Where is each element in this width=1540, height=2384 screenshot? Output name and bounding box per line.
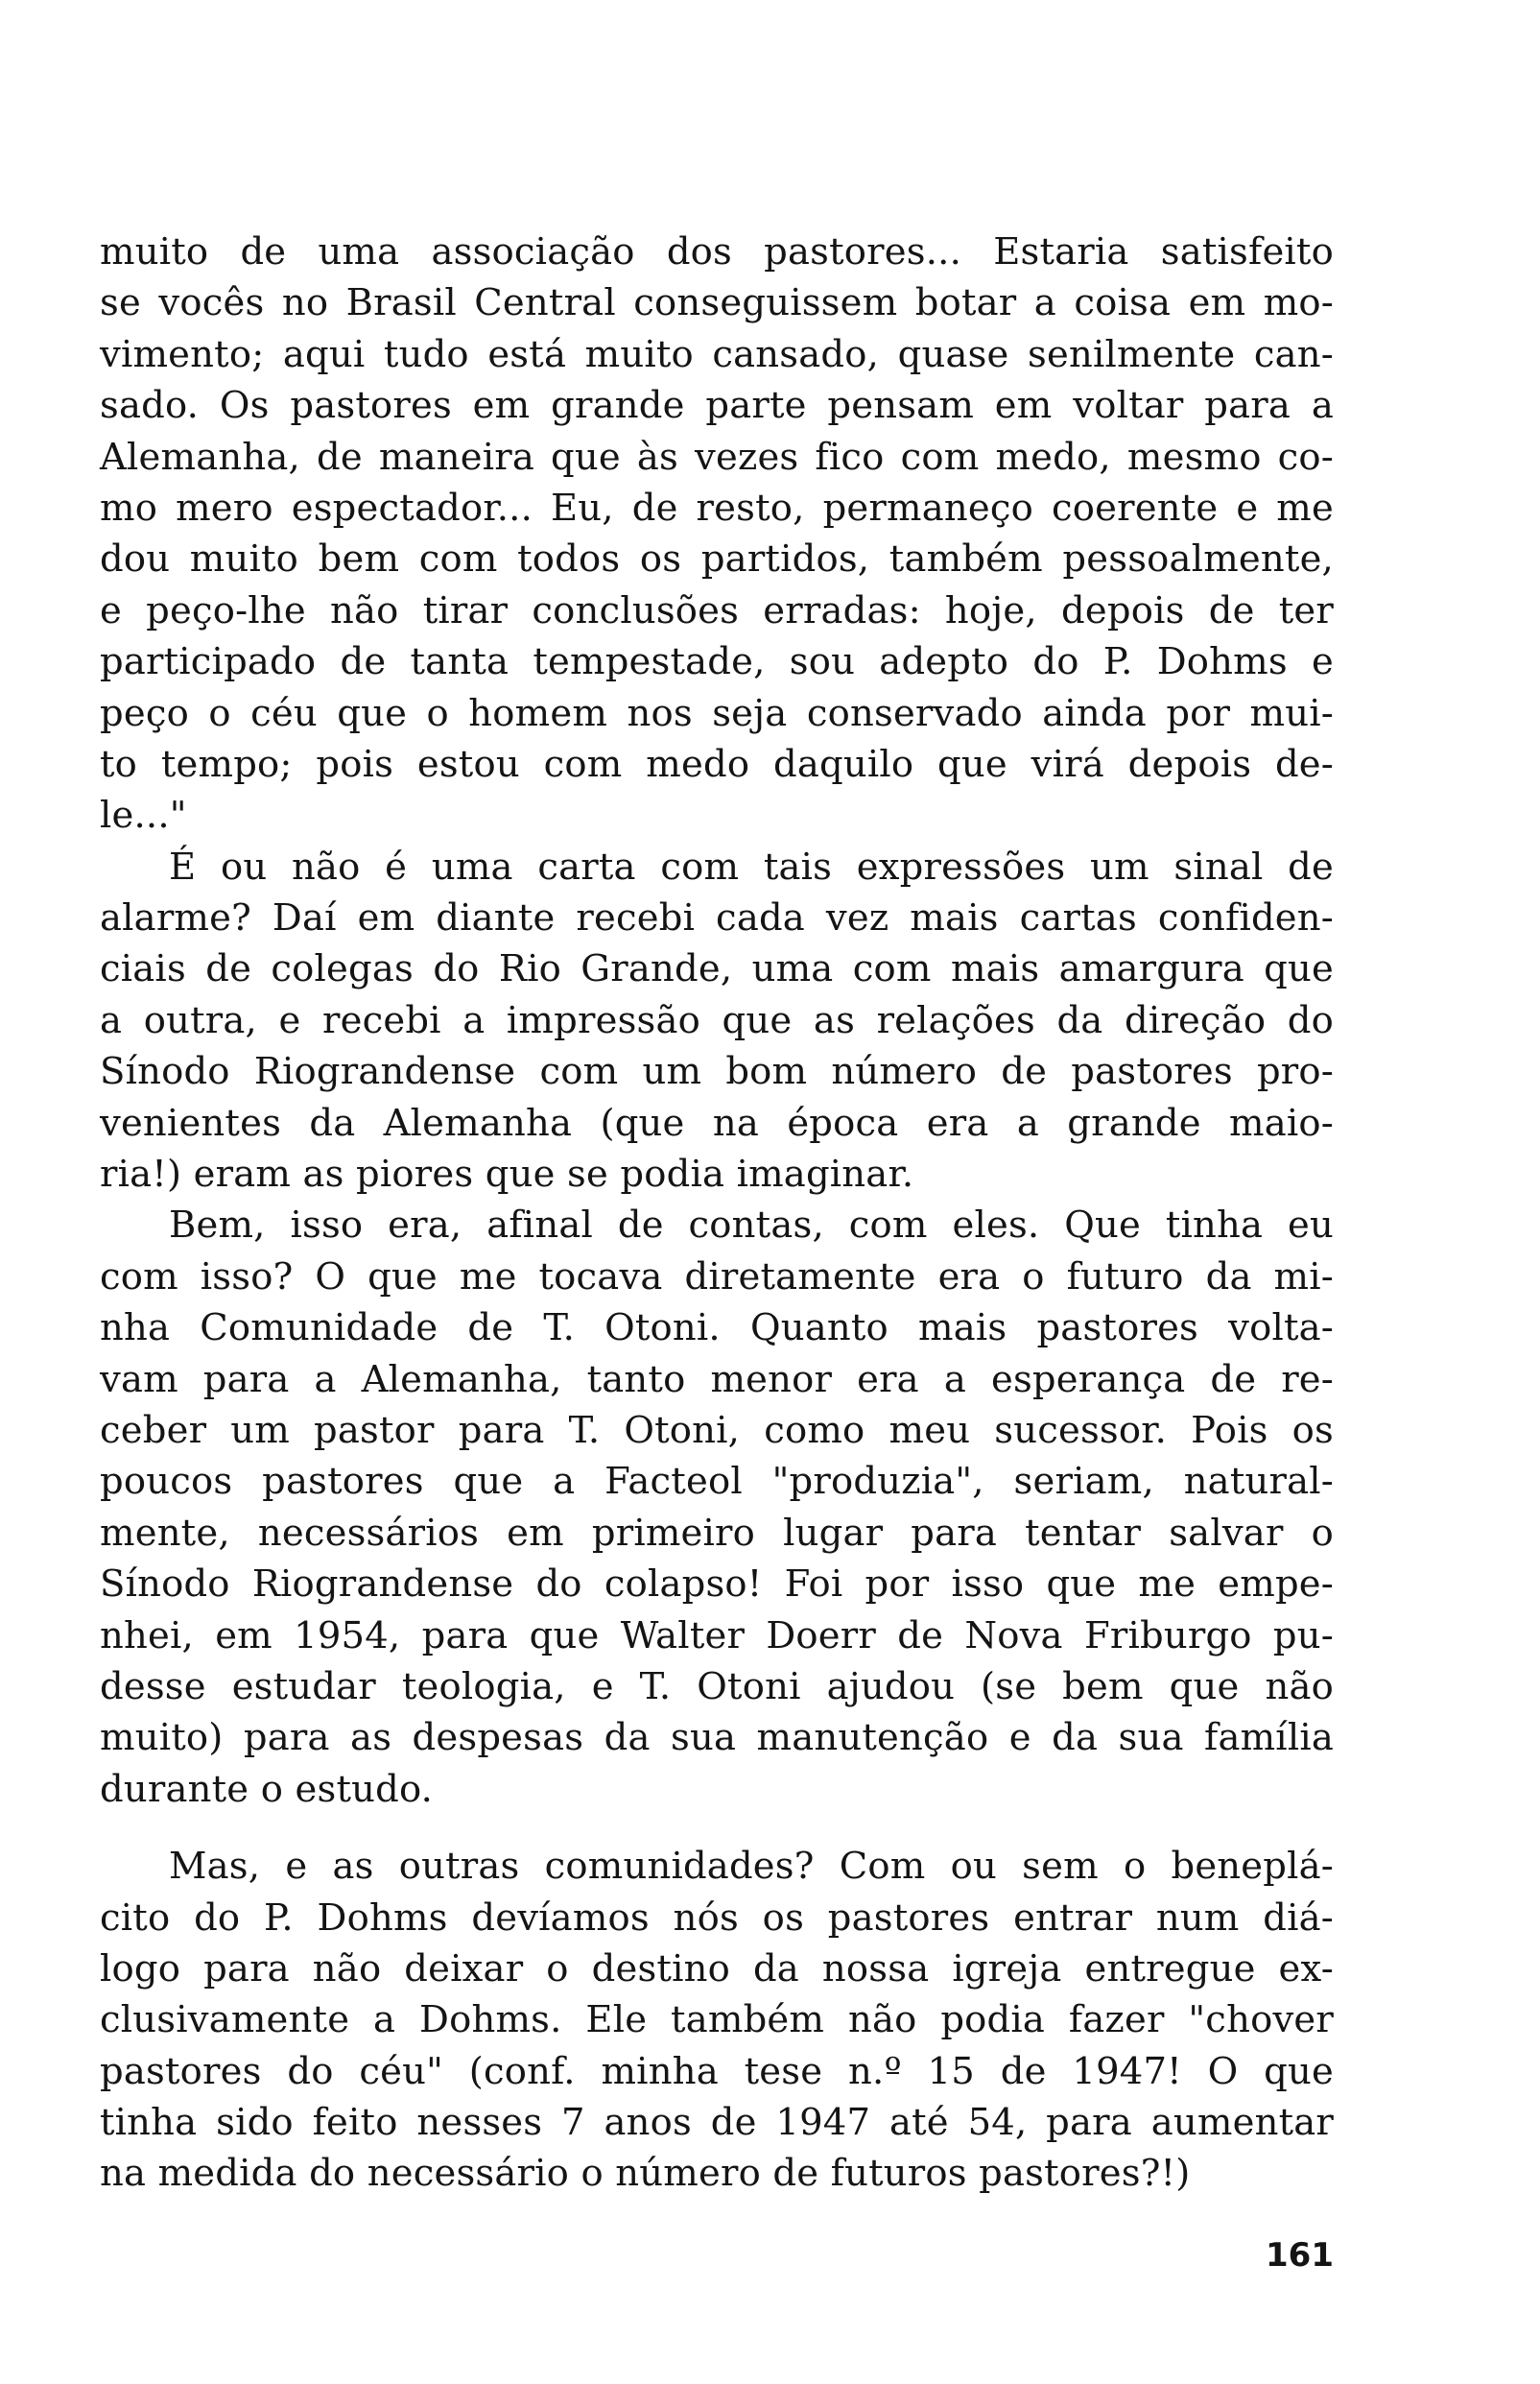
text-line: a outra, e recebi a impressão que as relações da direção do bbox=[100, 998, 1334, 1042]
text-line: É ou não é uma carta com tais expressões um sinal de bbox=[169, 845, 1334, 889]
text-line: venientes da Alemanha (que na época era a grande maio- bbox=[100, 1101, 1334, 1145]
text-line: le..." bbox=[100, 794, 187, 838]
text-line: nhei, em 1954, para que Walter Doerr de Nova Friburgo pu- bbox=[100, 1613, 1334, 1657]
text-line: clusivamente a Dohms. Ele também não podia fazer "chover bbox=[100, 1998, 1334, 2042]
text-line: Alemanha, de maneira que às vezes fico com medo, mesmo co- bbox=[100, 435, 1334, 479]
text-line: durante o estudo. bbox=[100, 1767, 434, 1811]
text-line: Sínodo Riograndense com um bom número de pastores pro- bbox=[100, 1050, 1334, 1094]
text-line: vimento; aqui tudo está muito cansado, quase senilmente can- bbox=[100, 332, 1334, 376]
text-line: Mas, e as outras comunidades? Com ou sem o beneplá- bbox=[169, 1845, 1334, 1889]
text-line: na medida do necessário o número de futuros pastores?!) bbox=[100, 2152, 1191, 2196]
text-line: peço o céu que o homem nos seja conservado ainda por mui- bbox=[100, 691, 1334, 735]
text-line: e peço-lhe não tirar conclusões erradas: hoje, depois de ter bbox=[100, 588, 1334, 632]
text-line: vam para a Alemanha, tanto menor era a esperança de re- bbox=[100, 1357, 1334, 1401]
paragraph-spacer bbox=[100, 1815, 1334, 1841]
text-line: to tempo; pois estou com medo daquilo que virá depois de- bbox=[100, 742, 1334, 786]
text-line: dou muito bem com todos os partidos, também pessoalmente, bbox=[100, 537, 1334, 582]
paragraph-4 bbox=[100, 1841, 1334, 2200]
text-line: mo mero espectador... Eu, de resto, permaneço coerente e me bbox=[100, 486, 1334, 530]
text-line: cito do P. Dohms devíamos nós os pastores entrar num diá- bbox=[100, 1895, 1334, 1940]
text-line: mente, necessários em primeiro lugar para tentar salvar o bbox=[100, 1511, 1334, 1555]
page-number: 161 bbox=[1266, 2236, 1334, 2275]
text-line: nha Comunidade de T. Otoni. Quanto mais pastores volta- bbox=[100, 1306, 1334, 1350]
text-line: logo para não deixar o destino da nossa igreja entregue ex- bbox=[100, 1946, 1334, 1991]
text-line: se vocês no Brasil Central conseguissem botar a coisa em mo- bbox=[100, 281, 1334, 325]
text-line: pastores do céu" (conf. minha tese n.º 15 de 1947! O que bbox=[100, 2049, 1334, 2093]
text-line: desse estudar teologia, e T. Otoni ajudou (se bem que não bbox=[100, 1664, 1334, 1708]
text-line: Bem, isso era, afinal de contas, com eles. Que tinha eu bbox=[169, 1204, 1334, 1248]
text-line: poucos pastores que a Facteol "produzia", seriam, natural- bbox=[100, 1460, 1334, 1504]
text-line: alarme? Daí em diante recebi cada vez mais cartas confiden- bbox=[100, 896, 1334, 941]
text-line: ciais de colegas do Rio Grande, uma com mais amargura que bbox=[100, 947, 1334, 991]
text-line: ceber um pastor para T. Otoni, como meu sucessor. Pois os bbox=[100, 1408, 1334, 1452]
body-text bbox=[100, 226, 1334, 2200]
text-line: muito) para as despesas da sua manutenção e da sua família bbox=[100, 1716, 1334, 1760]
text-line: Sínodo Riograndense do colapso! Foi por isso que me empe- bbox=[100, 1562, 1334, 1607]
paragraph-2 bbox=[100, 842, 1334, 1201]
text-line: ria!) eram as piores que se podia imaginar. bbox=[100, 1153, 914, 1197]
paragraph-3 bbox=[100, 1200, 1334, 1815]
text-line: com isso? O que me tocava diretamente era o futuro da mi- bbox=[100, 1254, 1334, 1299]
text-line: muito de uma associação dos pastores... Estaria satisfeito bbox=[100, 230, 1334, 274]
text-line: participado de tanta tempestade, sou adepto do P. Dohms e bbox=[100, 640, 1334, 684]
text-line: sado. Os pastores em grande parte pensam em voltar para a bbox=[100, 384, 1334, 428]
paragraph-1 bbox=[100, 226, 1334, 842]
text-line: tinha sido feito nesses 7 anos de 1947 até 54, para aumentar bbox=[100, 2101, 1334, 2145]
